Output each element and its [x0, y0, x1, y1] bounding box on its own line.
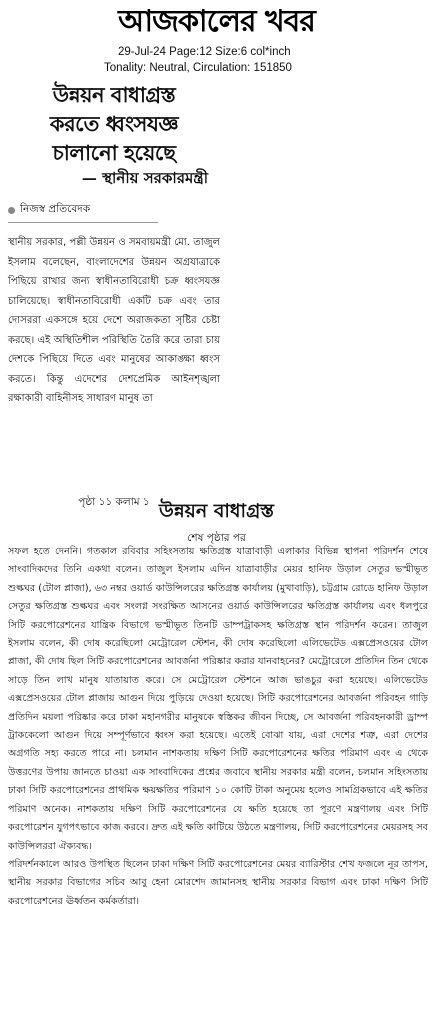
paragraph: পরিদর্শনকালে আরও উপস্থিত ছিলেন ঢাকা দক্ষিণ সিটি করপোরেশনের মেয়র ব্যারিস্টার শেখ ফজলে নূর তাপস, স্থানীয় সরকার বিভাগের সচিব আবু হেনা মোরশেদ জামানসহ স্থানীয় সরকার বিভাগ এবং ঢাকা দক্ষিণ সিটি করপোরেশনের ঊর্ধ্বতন কর্মকর্তারা।: [8, 858, 428, 907]
continuation-header: [0, 497, 433, 548]
article-main-column: [8, 80, 220, 508]
bullet-icon: [8, 207, 15, 214]
article-body-part2: [8, 543, 428, 988]
newspaper-title: আজকালের খবর: [118, 3, 315, 39]
jump-reference: পৃষ্ঠা ১১ কলাম ১: [78, 496, 150, 508]
article-body-part1: স্থানীয় সরকার, পল্লী উন্নয়ন ও সমবায়মন্ত্রী মো. তাজুল ইসলাম বলেছেন, বাংলাদেশের উন্নয়ন অগ্রযাত্রাকে পিছিয়ে রাখার জন্য স্বাধীনতাবিরোধী চক্র ধ্বংসযজ্ঞ চালিয়েছে। স্বাধীনতাবিরোধী একটি চক্র এবং তার দোসররা একসঙ্গে হয়ে দেশে অরাজকতা সৃষ্টির চেষ্টা করছে। এই অস্থিতিশীল পরিস্থিতি তৈরি করে তারা চায় দেশকে পিছিয়ে দিতে এবং মানুষের আকাঙ্ক্ষা ধ্বংস করতে। কিন্তু এদেশের দেশপ্রেমিক আইনশৃঙ্খলা রক্ষাকারী বাহিনীসহ সাধারণ মানুষ তা: [8, 237, 220, 404]
clip-meta-date: 29-Jul-24 Page:12 Size:6 col*inch: [118, 46, 291, 58]
continuation-subtitle: শেষ পৃষ্ঠার পর: [187, 532, 246, 544]
reporter-label: নিজস্ব প্রতিবেদক: [20, 203, 91, 215]
clip-meta-tonality: Tonality: Neutral, Circulation: 151850: [104, 62, 292, 74]
headline-line: করতে ধ্বংসযজ্ঞ: [49, 111, 179, 136]
byline: — স্থানীয় সরকারমন্ত্রী: [81, 169, 208, 187]
headline-line: উন্নয়ন বাধাগ্রস্ত: [52, 82, 176, 107]
masthead: [0, 0, 433, 44]
paragraph: সফল হতে দেননি। গতকাল রবিবার সহিংসতায় ক্ষতিগ্রস্ত যাত্রাবাড়ী এলাকার বিভিন্ন স্থাপনা পরিদর্শন শেষে সাংবাদিকদের তিনি একথা বলেন। তাজুল ইসলাম এদিন যাত্রাবাড়ীর মেয়র হানিফ উড়াল সেতুর ভস্মীভূত শুল্কঘর (টোল প্লাজা), ৬৩ নম্বর ওয়ার্ড কাউন্সিলরের ক্ষতিগ্রস্ত কার্যালয় (মুখাবাড়ি), চট্টগ্রাম রোডে হানিফ উড়াল সেতুর ক্ষতিগ্রস্ত শুল্কঘর এবং সংলগ্ন সংরক্ষিত আসনের ওয়ার্ড কাউন্সিলরের ক্ষতিগ্রস্ত কার্যালয় এবং ধলপুরে সিটি করপোরেশনের যান্ত্রিক বিভাগে ভস্মীভূত তিনটি ডাম্পট্রাকসহ ক্ষতিগ্রস্ত স্থান পরিদর্শন করেন। তাজুল ইসলাম বলেন, কী দোষ করেছিলো মেট্রোরেল স্টেশন, কী দোষ করেছিলো এলিভেটেড এক্সপ্রেসওয়ের টোল প্লাজা, কী দোষ ছিল সিটি করপোরেশনের আবর্জনা পরিষ্কার করার যানবাহনের? মেট্রোরেলে প্রতিদিন তিন থেকে সাড়ে তিন লাখ মানুষ যাতায়াত করে। সে মেট্রোরেল স্টেশনে আজ ভাঙচুর করা হয়েছে। এলিভেটেড এক্সপ্রেসওয়ের টোল প্লাজায় আগুন দিয়ে পুড়িয়ে দেওয়া হয়েছে। সিটি করপোরেশনের আবর্জনা পরিবহন গাড়ি প্রতিদিন ময়লা পরিষ্কার করে ঢাকা মহানগরীর মানুষকে স্বস্তিকর জীবন দিচ্ছে, সে আবর্জনা পরিবহনকারী ড্রাম্প ট্রাককেলো আগুন দিয়ে সম্পূর্ণভাবে ধ্বংস করা হয়েছে। এতেই বোঝা যায়, এরা দেশের শত্রু, এরা দেশের অগ্রগতি সহ্য করতে পারে না। চলমান নাশকতায় দক্ষিণ সিটি করপোরেশনের ক্ষতির পরিমাণ এবং এ থেকে উত্তরণের উপায় জানতে চাওয়া এক সাংবাদিকের প্রশ্নের জবাবে স্থানীয় সরকার মন্ত্রী বলেন, চলমান সহিংসতায় ঢাকা সিটি করপোরেশনের প্রাথমিক ক্ষয়ক্ষতির পরিমাণ ১০ কোটি টাকা অনুমেয় হলেও সামগ্রিকভাবে এই ক্ষতির পরিমাণ অনেক। নাশকতায় দক্ষিণ সিটি করপোরেশনের যে ক্ষতি হয়েছে তা পূরণে মন্ত্রণালয় এবং সিটি করপোরেশন যুগপৎভাবে কাজ করবে। দ্রুত এই ক্ষতি কাটিয়ে উঠতে মন্ত্রণালয়, সিটি করপোরেশনের মেয়রসহ সব কাউন্সিলররা ঐক্যবদ্ধ।: [8, 546, 429, 852]
continuation-title: উন্নয়ন বাধাগ্রস্ত: [159, 500, 274, 522]
headline-line: চালানো হয়েছে: [52, 140, 176, 165]
reporter-credit: [8, 202, 158, 223]
headline: [8, 80, 220, 167]
